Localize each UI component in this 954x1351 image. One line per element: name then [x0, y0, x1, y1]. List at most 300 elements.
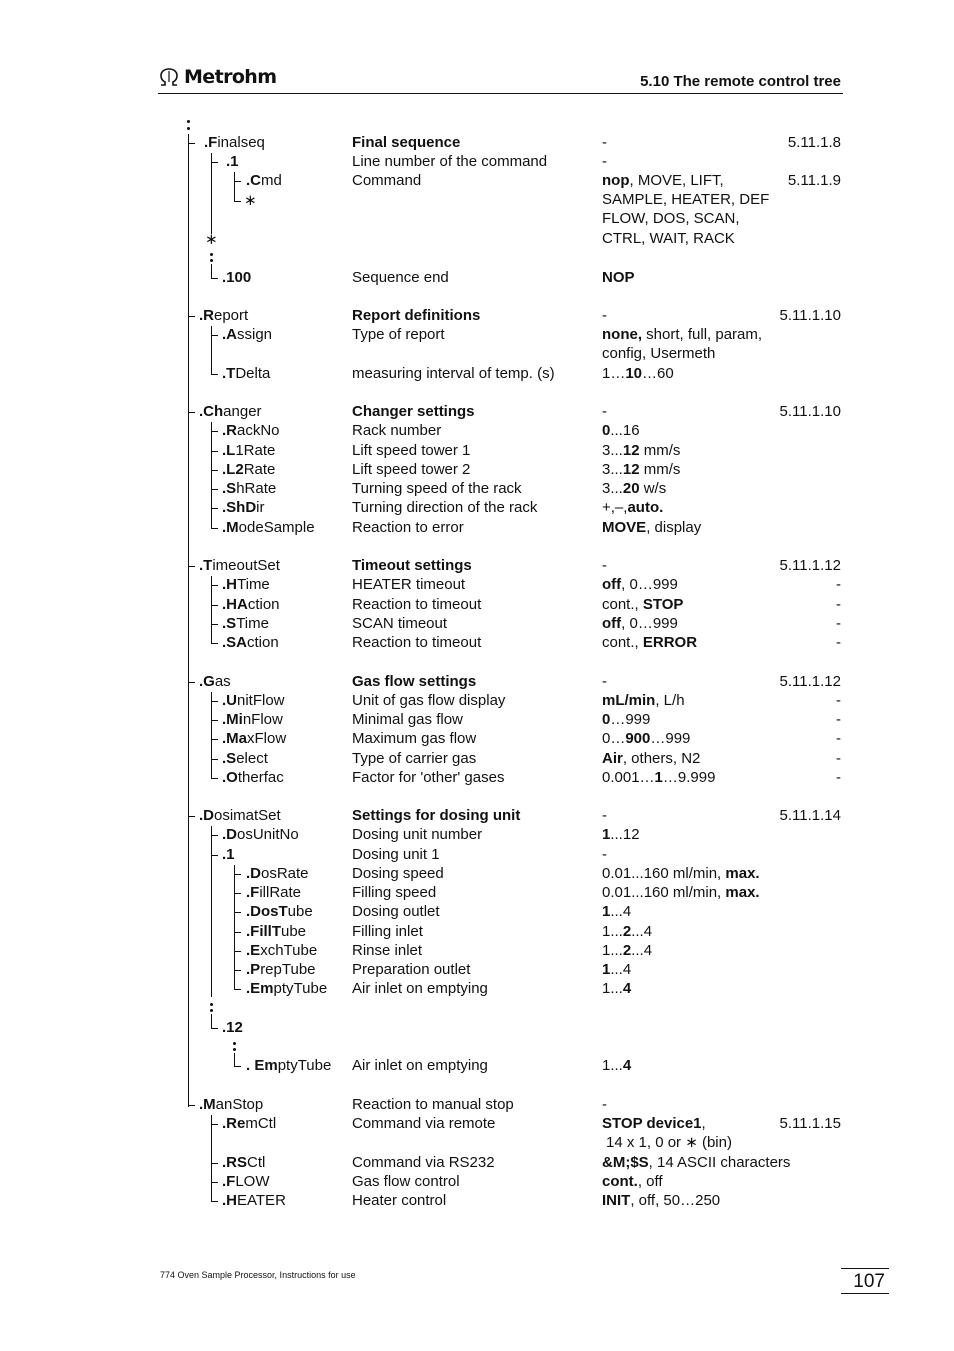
value-text: -: [602, 307, 607, 324]
section-reference: 5.11.1.8: [787, 134, 841, 151]
parameter-values: [602, 1095, 607, 1114]
parameter-description: Preparation outlet: [352, 961, 471, 978]
parameter-name: [226, 152, 239, 171]
tree-row: [0, 902, 954, 921]
parameter-description: Command: [352, 172, 422, 189]
parameter-description: Changer settings: [352, 403, 475, 420]
parameter-key: .C: [246, 172, 261, 189]
value-text: , 0…999: [621, 576, 678, 593]
parameter-rest: Time: [236, 615, 269, 632]
parameter-key: .L2: [222, 461, 244, 478]
value-text: ...4: [631, 942, 653, 959]
value-text: 0.01...160 ml/min,: [602, 884, 726, 901]
tree-row: [0, 479, 954, 498]
parameter-name: [222, 479, 276, 498]
parameter-description: Dosing unit number: [352, 826, 483, 843]
tree-row: [0, 768, 954, 787]
default-value: max.: [725, 865, 760, 882]
parameter-name: [246, 902, 313, 921]
default-value: 1: [602, 826, 611, 843]
parameter-description: HEATER timeout: [352, 576, 466, 593]
parameter-rest: ube: [281, 923, 307, 940]
tree-row: [0, 421, 954, 440]
default-value: 12: [622, 461, 640, 478]
parameter-rest: 1Rate: [235, 442, 276, 459]
tree-star: ∗: [205, 231, 218, 248]
parameter-name: [246, 960, 316, 979]
parameter-description: Type of report: [352, 326, 445, 343]
value-text: mm/s: [639, 461, 681, 478]
section-reference: -: [836, 634, 841, 651]
parameter-name: [246, 941, 317, 960]
tree-dot: [210, 253, 213, 256]
parameter-description: Reaction to timeout: [352, 634, 482, 651]
parameter-rest: Rate: [243, 461, 276, 478]
parameter-name: [222, 460, 275, 479]
parameter-name: [222, 633, 279, 652]
tree-row: [0, 749, 954, 768]
parameter-values: [606, 1133, 732, 1152]
parameter-key: .12: [222, 1019, 243, 1036]
tree-row: [0, 806, 954, 825]
parameter-values: [602, 344, 715, 363]
parameter-rest: nitFlow: [237, 692, 285, 709]
parameter-values: [602, 421, 640, 440]
section-reference: -: [836, 596, 841, 613]
parameter-key: .1: [226, 153, 239, 170]
parameter-values: [602, 768, 715, 787]
parameter-key: .M: [199, 1096, 216, 1113]
parameter-description: Rack number: [352, 422, 442, 439]
parameter-values: [602, 749, 700, 768]
parameter-values: [602, 614, 678, 633]
parameter-rest: ptyTube: [273, 980, 328, 997]
value-text: mm/s: [639, 442, 681, 459]
value-text: 3...: [602, 480, 623, 497]
parameter-name: [222, 1153, 265, 1172]
value-text: -: [602, 846, 607, 863]
page-number: 107: [841, 1268, 889, 1294]
parameter-rest: osimatSet: [214, 807, 281, 824]
parameter-rest: odeSample: [238, 519, 315, 536]
tree-row: [0, 133, 954, 152]
parameter-name: [222, 364, 270, 383]
parameter-key: .A: [222, 326, 237, 343]
parameter-key: .HA: [222, 596, 248, 613]
parameter-values: [602, 1153, 790, 1172]
value-text: CTRL, WAIT, RACK: [602, 230, 735, 247]
tree-dot: [210, 259, 213, 262]
parameter-values: [602, 864, 760, 883]
tree-row: [0, 402, 954, 421]
value-text: w/s: [639, 480, 667, 497]
tree-dot: [233, 1048, 236, 1051]
value-text: 3...: [602, 442, 623, 459]
parameter-key: .O: [222, 769, 238, 786]
default-value: INIT: [602, 1192, 631, 1209]
parameter-key: .F: [222, 1173, 236, 1190]
parameter-description: Heater control: [352, 1192, 447, 1209]
tree-row: [0, 209, 954, 228]
parameter-values: [602, 960, 631, 979]
parameter-key: .H: [222, 1192, 237, 1209]
parameter-values: [602, 729, 690, 748]
value-text: …60: [642, 365, 674, 382]
section-reference: 5.11.1.12: [779, 673, 841, 690]
parameter-name: [222, 498, 265, 517]
parameter-values: [602, 575, 678, 594]
parameter-rest: ction: [247, 634, 279, 651]
parameter-rest: eport: [214, 307, 249, 324]
parameter-values: [602, 1114, 706, 1133]
value-text: SAMPLE, HEATER, DEF: [602, 191, 770, 208]
parameter-key: .Em: [246, 980, 274, 997]
tree-dot: [210, 1003, 213, 1006]
parameter-name: [246, 979, 327, 998]
value-text: 0.001…: [602, 769, 655, 786]
default-value: nop: [602, 172, 630, 189]
parameter-values: [602, 152, 607, 171]
value-text: …999: [610, 711, 651, 728]
parameter-key: .R: [199, 307, 214, 324]
parameter-key: .M: [222, 519, 239, 536]
default-value: off: [602, 576, 622, 593]
parameter-rest: ube: [287, 903, 313, 920]
tree-row: [0, 556, 954, 575]
value-text: short, full, param,: [642, 326, 763, 343]
parameter-name: [222, 1172, 270, 1191]
parameter-rest: therfac: [237, 769, 284, 786]
parameter-description: Final sequence: [352, 134, 461, 151]
default-value: NOP: [602, 269, 635, 286]
tree-row: [0, 268, 954, 287]
value-text: , display: [646, 519, 702, 536]
default-value: 2: [622, 923, 632, 940]
value-text: -: [602, 1096, 607, 1113]
value-text: 1...: [602, 942, 623, 959]
parameter-description: Air inlet on emptying: [352, 1057, 488, 1074]
parameter-description: Settings for dosing unit: [352, 807, 521, 824]
section-reference: -: [836, 730, 841, 747]
parameter-key: .RS: [222, 1154, 248, 1171]
parameter-name: [222, 1018, 243, 1037]
parameter-name: [222, 691, 285, 710]
default-value: STOP: [642, 596, 684, 613]
parameter-rest: ssign: [237, 326, 273, 343]
parameter-values: [602, 672, 607, 691]
tree-row: [0, 441, 954, 460]
parameter-name: [199, 1095, 263, 1114]
parameter-name: [199, 556, 280, 575]
value-text: , MOVE, LIFT,: [629, 172, 724, 189]
parameter-values: [602, 825, 640, 844]
parameter-rest: anger: [223, 403, 262, 420]
section-reference: 5.11.1.10: [779, 307, 841, 324]
section-reference: 5.11.1.12: [779, 557, 841, 574]
tree-row: [0, 152, 954, 171]
parameter-values: [602, 595, 683, 614]
parameter-description: Timeout settings: [352, 557, 472, 574]
parameter-values: [602, 941, 652, 960]
parameter-rest: ackNo: [237, 422, 280, 439]
parameter-key: .S: [222, 480, 237, 497]
parameter-name: [199, 306, 248, 325]
parameter-key: . Em: [246, 1057, 278, 1074]
value-text: cont.,: [602, 634, 643, 651]
parameter-key: .L: [222, 442, 236, 459]
tree-row: [0, 691, 954, 710]
parameter-description: Sequence end: [352, 269, 449, 286]
parameter-description: Air inlet on emptying: [352, 980, 488, 997]
parameter-key: .E: [246, 942, 261, 959]
parameter-key: .R: [222, 422, 237, 439]
tree-row: [0, 1153, 954, 1172]
parameter-values: [602, 479, 666, 498]
value-text: +,–,: [602, 499, 628, 516]
parameter-rest: illRate: [259, 884, 302, 901]
tree-row: [0, 1172, 954, 1191]
parameter-rest: Ctl: [247, 1154, 266, 1171]
default-value: max.: [725, 884, 760, 901]
parameter-values: [602, 1172, 663, 1191]
tree-row: [0, 364, 954, 383]
value-text: FLOW, DOS, SCAN,: [602, 210, 740, 227]
parameter-values: [602, 979, 631, 998]
parameter-key: .T: [199, 557, 213, 574]
parameter-key: .H: [222, 576, 237, 593]
parameter-description: Gas flow control: [352, 1173, 460, 1190]
parameter-values: [602, 806, 607, 825]
parameter-rest: Time: [237, 576, 270, 593]
parameter-name: [222, 845, 235, 864]
value-text: -: [602, 557, 607, 574]
parameter-key: .S: [222, 750, 237, 767]
parameter-key: .D: [222, 826, 237, 843]
parameter-name: [222, 825, 299, 844]
default-value: 20: [622, 480, 640, 497]
parameter-name: [246, 883, 301, 902]
parameter-key: .D: [246, 865, 261, 882]
section-reference: -: [836, 615, 841, 632]
parameter-key: .Ch: [199, 403, 224, 420]
parameter-rest: ir: [256, 499, 265, 516]
parameter-key: .FillT: [246, 923, 281, 940]
parameter-description: Report definitions: [352, 307, 481, 324]
default-value: 900: [625, 730, 651, 747]
parameter-key: .Re: [222, 1115, 246, 1132]
tree-row: [0, 710, 954, 729]
default-value: ERROR: [642, 634, 698, 651]
parameter-values: [602, 498, 663, 517]
value-text: ,: [701, 1115, 706, 1132]
parameter-name: [222, 595, 280, 614]
tree-row: [0, 306, 954, 325]
tree-row: [0, 229, 954, 248]
value-text: , 14 ASCII characters: [648, 1154, 791, 1171]
parameter-key: .F: [204, 134, 218, 151]
value-text: -: [602, 807, 607, 824]
parameter-values: [602, 633, 697, 652]
tree-dot: [187, 120, 190, 123]
value-text: -: [602, 153, 607, 170]
tree-row: [0, 845, 954, 864]
parameter-key: .Mi: [222, 711, 243, 728]
parameter-values: [602, 460, 680, 479]
tree-row: [0, 575, 954, 594]
default-value: STOP device1: [602, 1115, 702, 1132]
parameter-description: Factor for 'other' gases: [352, 769, 505, 786]
parameter-name: [246, 922, 306, 941]
default-value: 1: [602, 961, 611, 978]
parameter-rest: imeoutSet: [212, 557, 280, 574]
value-text: …999: [650, 730, 691, 747]
parameter-rest: inalseq: [217, 134, 265, 151]
tree-row: [0, 344, 954, 363]
default-value: 1: [654, 769, 663, 786]
footer-doc-title: 774 Oven Sample Processor, Instructions for use: [160, 1270, 356, 1280]
parameter-name: [199, 806, 281, 825]
tree-row: [0, 960, 954, 979]
parameter-description: Line number of the command: [352, 153, 548, 170]
default-value: none,: [602, 326, 642, 343]
value-text: config, Usermeth: [602, 345, 716, 362]
parameter-key: .U: [222, 692, 237, 709]
parameter-values: [602, 209, 740, 228]
parameter-values: [602, 190, 769, 209]
value-text: -: [602, 673, 607, 690]
parameter-values: [602, 883, 760, 902]
value-text: ...4: [631, 923, 653, 940]
parameter-description: Reaction to timeout: [352, 596, 482, 613]
parameter-description: Unit of gas flow display: [352, 692, 506, 709]
value-text: , off: [637, 1173, 663, 1190]
parameter-key: .1: [222, 846, 235, 863]
section-reference: 5.11.1.15: [779, 1115, 841, 1132]
parameter-description: Reaction to manual stop: [352, 1096, 514, 1113]
parameter-description: Dosing speed: [352, 865, 444, 882]
parameter-description: Dosing outlet: [352, 903, 440, 920]
tree-dot: [210, 1009, 213, 1012]
section-title: 5.10 The remote control tree: [640, 73, 841, 90]
parameter-rest: xFlow: [247, 730, 287, 747]
parameter-name: [199, 402, 262, 421]
parameter-name: [222, 421, 280, 440]
parameter-values: [602, 518, 701, 537]
tree-row: [0, 941, 954, 960]
parameter-values: [602, 845, 607, 864]
parameter-name: [222, 614, 269, 633]
value-text: 1...: [602, 923, 623, 940]
parameter-values: [602, 922, 652, 941]
section-reference: -: [836, 769, 841, 786]
parameter-values: [602, 902, 631, 921]
parameter-values: [602, 556, 607, 575]
parameter-rest: LOW: [235, 1173, 270, 1190]
parameter-description: Lift speed tower 1: [352, 442, 471, 459]
parameter-key: .DosT: [246, 903, 288, 920]
parameter-name: [222, 518, 315, 537]
parameter-key: .Ma: [222, 730, 248, 747]
parameter-values: [602, 306, 607, 325]
default-value: cont.: [602, 1173, 638, 1190]
tree-row: [0, 864, 954, 883]
value-text: …9.999: [662, 769, 716, 786]
parameter-rest: EATER: [237, 1192, 286, 1209]
section-reference: -: [836, 692, 841, 709]
parameter-name: [222, 325, 272, 344]
parameter-rest: hRate: [236, 480, 277, 497]
brand-name: Metrohm: [184, 66, 277, 88]
parameter-name: [222, 710, 283, 729]
parameter-rest: ptyTube: [277, 1057, 332, 1074]
tree-row: [0, 1133, 954, 1152]
parameter-description: Filling speed: [352, 884, 437, 901]
parameter-description: Dosing unit 1: [352, 846, 440, 863]
tree-row: [0, 498, 954, 517]
parameter-rest: ction: [247, 596, 280, 613]
parameter-key: .D: [199, 807, 214, 824]
parameter-description: Command via remote: [352, 1115, 496, 1132]
parameter-description: Turning speed of the rack: [352, 480, 522, 497]
parameter-description: SCAN timeout: [352, 615, 448, 632]
parameter-description: measuring interval of temp. (s): [352, 365, 555, 382]
section-reference: 5.11.1.14: [779, 807, 841, 824]
parameter-description: Reaction to error: [352, 519, 464, 536]
tree-row: [0, 883, 954, 902]
parameter-description: Turning direction of the rack: [352, 499, 538, 516]
parameter-description: Type of carrier gas: [352, 750, 477, 767]
parameter-key: .F: [246, 884, 260, 901]
default-value: MOVE: [602, 519, 647, 536]
parameter-key: .T: [222, 365, 236, 382]
tree-row: [0, 825, 954, 844]
parameter-rest: md: [261, 172, 282, 189]
value-text: , 0…999: [621, 615, 678, 632]
parameter-rest: osRate: [261, 865, 309, 882]
tree-row: [0, 1056, 954, 1075]
value-text: ...4: [610, 903, 632, 920]
default-value: 4: [622, 1057, 632, 1074]
parameter-key: .100: [222, 269, 252, 286]
tree-dot: [233, 1042, 236, 1045]
parameter-values: [602, 171, 724, 190]
tree-row: [0, 672, 954, 691]
parameter-name: [246, 1056, 331, 1075]
parameter-description: Gas flow settings: [352, 673, 477, 690]
parameter-rest: as: [214, 673, 231, 690]
parameter-rest: osUnitNo: [237, 826, 299, 843]
default-value: 1: [602, 903, 611, 920]
value-text: 3...: [602, 461, 623, 478]
value-text: ...12: [610, 826, 640, 843]
default-value: 2: [622, 942, 632, 959]
parameter-name: [204, 133, 265, 152]
value-text: 0…: [602, 730, 626, 747]
section-reference: 5.11.1.9: [787, 172, 841, 189]
parameter-key: .P: [246, 961, 261, 978]
section-reference: 5.11.1.10: [779, 403, 841, 420]
tree-row: [0, 729, 954, 748]
parameter-key: .ShD: [222, 499, 257, 516]
parameter-values: [602, 229, 735, 248]
parameter-name: [222, 729, 286, 748]
parameter-name: [222, 1191, 286, 1210]
parameter-name: [246, 864, 309, 883]
value-text: 14 x 1, 0 or ∗ (bin): [606, 1134, 732, 1151]
value-text: ...16: [610, 422, 640, 439]
parameter-name: [222, 768, 284, 787]
tree-row: [0, 190, 954, 209]
